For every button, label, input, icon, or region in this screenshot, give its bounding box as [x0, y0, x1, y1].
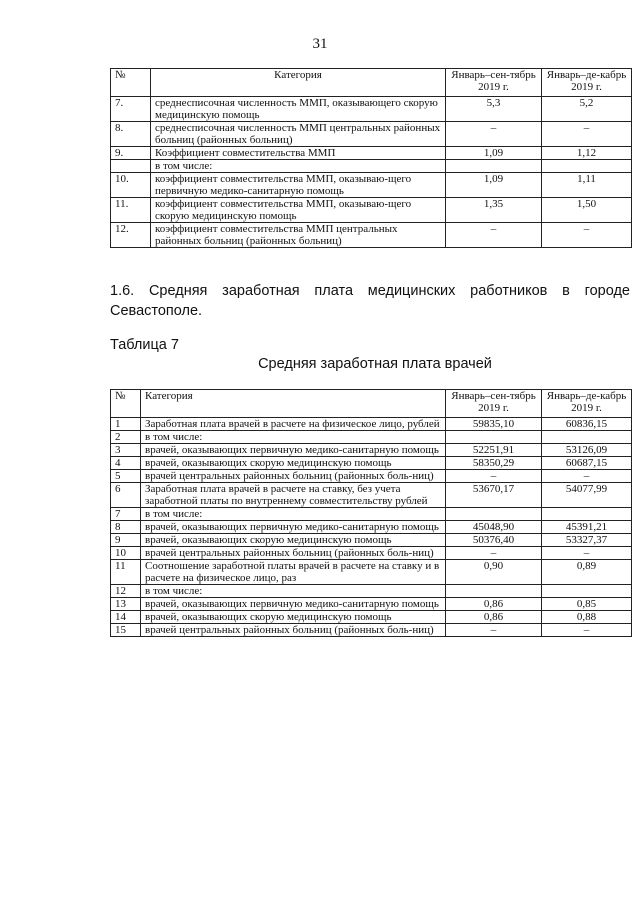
table-row	[111, 534, 632, 547]
table-row	[111, 624, 632, 637]
row-number: 1	[111, 418, 141, 431]
table-row	[111, 173, 632, 198]
row-value-col1: –	[446, 470, 542, 483]
row-category: врачей, оказывающих скорую медицинскую помощь	[141, 611, 446, 624]
row-category: среднесписочная численность ММП центральных районных больниц (районных больниц)	[151, 122, 446, 147]
row-value-col1: 1,09	[446, 147, 542, 160]
row-number: 3	[111, 444, 141, 457]
row-value-col2: –	[542, 624, 632, 637]
row-number: 8	[111, 521, 141, 534]
table-header-col2: Январь–де-кабрь 2019 г.	[542, 69, 632, 97]
row-value-col2: –	[542, 470, 632, 483]
row-value-col2: 54077,99	[542, 483, 632, 508]
row-value-col1: 58350,29	[446, 457, 542, 470]
table-header-col1: Январь–сен-тябрь 2019 г.	[446, 390, 542, 418]
row-number: 4	[111, 457, 141, 470]
row-value-col1	[446, 160, 542, 173]
table-row	[111, 223, 632, 248]
row-value-col2: 60836,15	[542, 418, 632, 431]
table-row	[111, 147, 632, 160]
row-value-col2: –	[542, 547, 632, 560]
row-value-col2	[542, 508, 632, 521]
row-value-col1: 45048,90	[446, 521, 542, 534]
row-value-col1: –	[446, 547, 542, 560]
row-value-col2: 45391,21	[542, 521, 632, 534]
row-number: 11	[111, 560, 141, 585]
table-row	[111, 444, 632, 457]
row-value-col1: –	[446, 122, 542, 147]
page-number: 31	[312, 36, 328, 52]
row-category: коэффициент совместительства ММП, оказываю-щего скорую медицинскую помощь	[151, 198, 446, 223]
row-number: 14	[111, 611, 141, 624]
row-value-col1: 59835,10	[446, 418, 542, 431]
table-label: Таблица 7	[110, 337, 179, 353]
row-category: в том числе:	[141, 431, 446, 444]
table-row	[111, 611, 632, 624]
row-value-col2: 0,85	[542, 598, 632, 611]
row-value-col2: 1,11	[542, 173, 632, 198]
row-category: врачей центральных районных больниц (районных боль-ниц)	[141, 470, 446, 483]
table-row	[111, 483, 632, 508]
row-value-col1	[446, 431, 542, 444]
row-value-col2	[542, 160, 632, 173]
row-value-col2: –	[542, 223, 632, 248]
row-value-col1: 1,35	[446, 198, 542, 223]
row-number: 10.	[111, 173, 151, 198]
row-number: 12	[111, 585, 141, 598]
row-number: 9	[111, 534, 141, 547]
row-category: среднесписочная численность ММП, оказывающего скорую медицинскую помощь	[151, 97, 446, 122]
row-number	[111, 160, 151, 173]
table-row	[111, 598, 632, 611]
row-category: врачей, оказывающих первичную медико-санитарную помощь	[141, 521, 446, 534]
row-number: 13	[111, 598, 141, 611]
row-value-col1	[446, 508, 542, 521]
table-row	[111, 585, 632, 598]
row-value-col1: 50376,40	[446, 534, 542, 547]
table-row	[111, 431, 632, 444]
table-header-col1: Январь–сен-тябрь 2019 г.	[446, 69, 542, 97]
row-value-col2: 1,12	[542, 147, 632, 160]
table-row	[111, 160, 632, 173]
row-number: 7.	[111, 97, 151, 122]
row-category: коэффициент совместительства ММП центральных районных больниц (районных больниц)	[151, 223, 446, 248]
row-number: 9.	[111, 147, 151, 160]
row-number: 5	[111, 470, 141, 483]
row-value-col2: 1,50	[542, 198, 632, 223]
row-category: врачей центральных районных больниц (районных боль-ниц)	[141, 624, 446, 637]
row-category: Заработная плата врачей в расчете на физическое лицо, рублей	[141, 418, 446, 431]
row-value-col2: 5,2	[542, 97, 632, 122]
row-value-col2: –	[542, 122, 632, 147]
row-category: врачей, оказывающих первичную медико-санитарную помощь	[141, 598, 446, 611]
row-value-col1: –	[446, 624, 542, 637]
row-value-col1: 5,3	[446, 97, 542, 122]
row-value-col1: –	[446, 223, 542, 248]
row-value-col1: 0,86	[446, 611, 542, 624]
row-value-col2: 0,89	[542, 560, 632, 585]
table-title: Средняя заработная плата врачей	[258, 356, 492, 372]
table-header-num: №	[111, 390, 141, 418]
table-header-col2: Январь–де-кабрь 2019 г.	[542, 390, 632, 418]
row-category: врачей, оказывающих скорую медицинскую помощь	[141, 534, 446, 547]
row-value-col2: 60687,15	[542, 457, 632, 470]
row-number: 12.	[111, 223, 151, 248]
row-category: в том числе:	[141, 585, 446, 598]
row-value-col2: 53126,09	[542, 444, 632, 457]
row-value-col1	[446, 585, 542, 598]
row-number: 15	[111, 624, 141, 637]
row-value-col1: 0,86	[446, 598, 542, 611]
doctor-salary-table	[110, 389, 632, 637]
table-row	[111, 521, 632, 534]
row-value-col1: 1,09	[446, 173, 542, 198]
row-value-col2	[542, 585, 632, 598]
row-number: 7	[111, 508, 141, 521]
table-row	[111, 547, 632, 560]
table-row	[111, 560, 632, 585]
row-value-col1: 52251,91	[446, 444, 542, 457]
row-number: 2	[111, 431, 141, 444]
row-category: врачей, оказывающих первичную медико-санитарную помощь	[141, 444, 446, 457]
table-row	[111, 418, 632, 431]
row-category: в том числе:	[151, 160, 446, 173]
row-category: Соотношение заработной платы врачей в расчете на ставку и в расчете на физическое лицо, раз	[141, 560, 446, 585]
row-value-col2: 53327,37	[542, 534, 632, 547]
section-heading: 1.6. Средняя заработная плата медицинских работников в городе Севастополе.	[110, 283, 630, 319]
row-value-col2: 0,88	[542, 611, 632, 624]
table-header-category: Категория	[151, 69, 446, 97]
table-row	[111, 97, 632, 122]
row-number: 10	[111, 547, 141, 560]
row-category: Коэффициент совместительства ММП	[151, 147, 446, 160]
row-value-col1: 53670,17	[446, 483, 542, 508]
table-row	[111, 122, 632, 147]
table-row	[111, 470, 632, 483]
row-number: 8.	[111, 122, 151, 147]
table-header-category: Категория	[141, 390, 446, 418]
medical-staff-table	[110, 68, 632, 248]
row-value-col2	[542, 431, 632, 444]
table-row	[111, 457, 632, 470]
row-category: врачей, оказывающих скорую медицинскую помощь	[141, 457, 446, 470]
row-category: врачей центральных районных больниц (районных боль-ниц)	[141, 547, 446, 560]
row-value-col1: 0,90	[446, 560, 542, 585]
row-number: 6	[111, 483, 141, 508]
table-header-num: №	[111, 69, 151, 97]
row-category: коэффициент совместительства ММП, оказываю-щего первичную медико-санитарную помощь	[151, 173, 446, 198]
table-row	[111, 508, 632, 521]
row-number: 11.	[111, 198, 151, 223]
table-row	[111, 198, 632, 223]
row-category: Заработная плата врачей в расчете на ставку, без учета заработной платы по внутреннему совместительству рублей	[141, 483, 446, 508]
row-category: в том числе:	[141, 508, 446, 521]
